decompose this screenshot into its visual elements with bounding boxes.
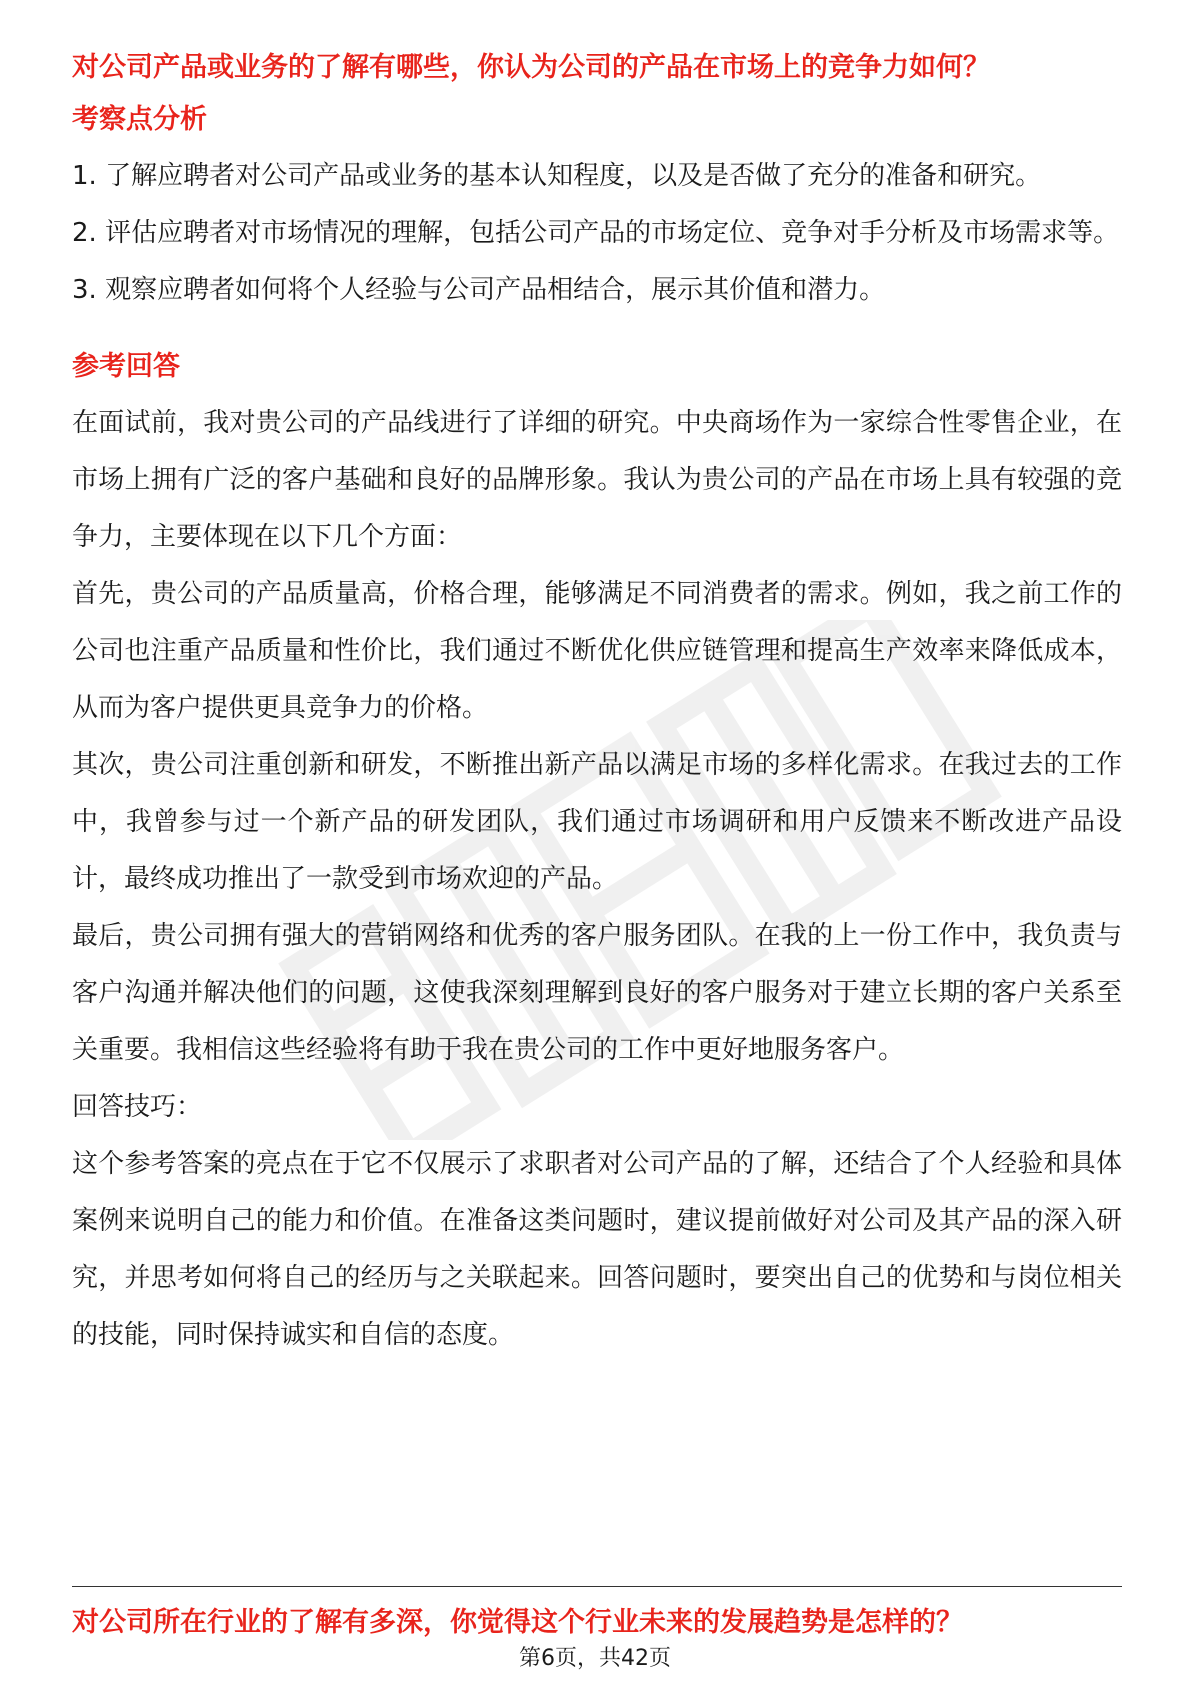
- answer-paragraph: 最后，贵公司拥有强大的营销网络和优秀的客户服务团队。在我的上一份工作中，我负责与客户沟通并解决他们的问题，这使我深刻理解到良好的客户服务对于建立长期的客户关系至关重要。我相信这些经验将有助于我在贵公司的工作中更好地服务客户。: [72, 921, 1122, 1065]
- main-content: [72, 48, 1122, 1364]
- analysis-item: 3. 观察应聘者如何将个人经验与公司产品相结合，展示其价值和潜力。: [72, 275, 886, 305]
- answer-paragraph: 首先，贵公司的产品质量高，价格合理，能够满足不同消费者的需求。例如，我之前工作的公司也注重产品质量和性价比，我们通过不断优化供应链管理和提高生产效率来降低成本，从而为客户提供更具竞争力的价格。: [72, 579, 1122, 723]
- tips-label: 回答技巧：: [72, 1092, 203, 1122]
- next-question-title: 对公司所在行业的了解有多深，你觉得这个行业未来的发展趋势是怎样的？: [72, 1607, 963, 1638]
- analysis-item: 2. 评估应聘者对市场情况的理解，包括公司产品的市场定位、竞争对手分析及市场需求等。: [72, 218, 1120, 248]
- question-title: 对公司产品或业务的了解有哪些，你认为公司的产品在市场上的竞争力如何？: [72, 52, 990, 83]
- page-number: 第6页，共42页: [519, 1646, 671, 1671]
- section-divider: [72, 1586, 1122, 1587]
- analysis-title: 考察点分析: [72, 104, 207, 135]
- answer-paragraph: 其次，贵公司注重创新和研发，不断推出新产品以满足市场的多样化需求。在我过去的工作中，我曾参与过一个新产品的研发团队，我们通过市场调研和用户反馈来不断改进产品设计，最终成功推出了一款受到市场欢迎的产品。: [72, 750, 1122, 894]
- answer-paragraph: 在面试前，我对贵公司的产品线进行了详细的研究。中央商场作为一家综合性零售企业，在市场上拥有广泛的客户基础和良好的品牌形象。我认为贵公司的产品在市场上具有较强的竞争力，主要体现在以下几个方面：: [72, 408, 1122, 552]
- analysis-item: 1. 了解应聘者对公司产品或业务的基本认知程度，以及是否做了充分的准备和研究。: [72, 161, 1042, 191]
- answer-title: 参考回答: [72, 351, 180, 382]
- tips-paragraph: 这个参考答案的亮点在于它不仅展示了求职者对公司产品的了解，还结合了个人经验和具体案例来说明自己的能力和价值。在准备这类问题时，建议提前做好对公司及其产品的深入研究，并思考如何将自己的经历与之关联起来。回答问题时，要突出自己的优势和与岗位相关的技能，同时保持诚实和自信的态度。: [72, 1149, 1122, 1350]
